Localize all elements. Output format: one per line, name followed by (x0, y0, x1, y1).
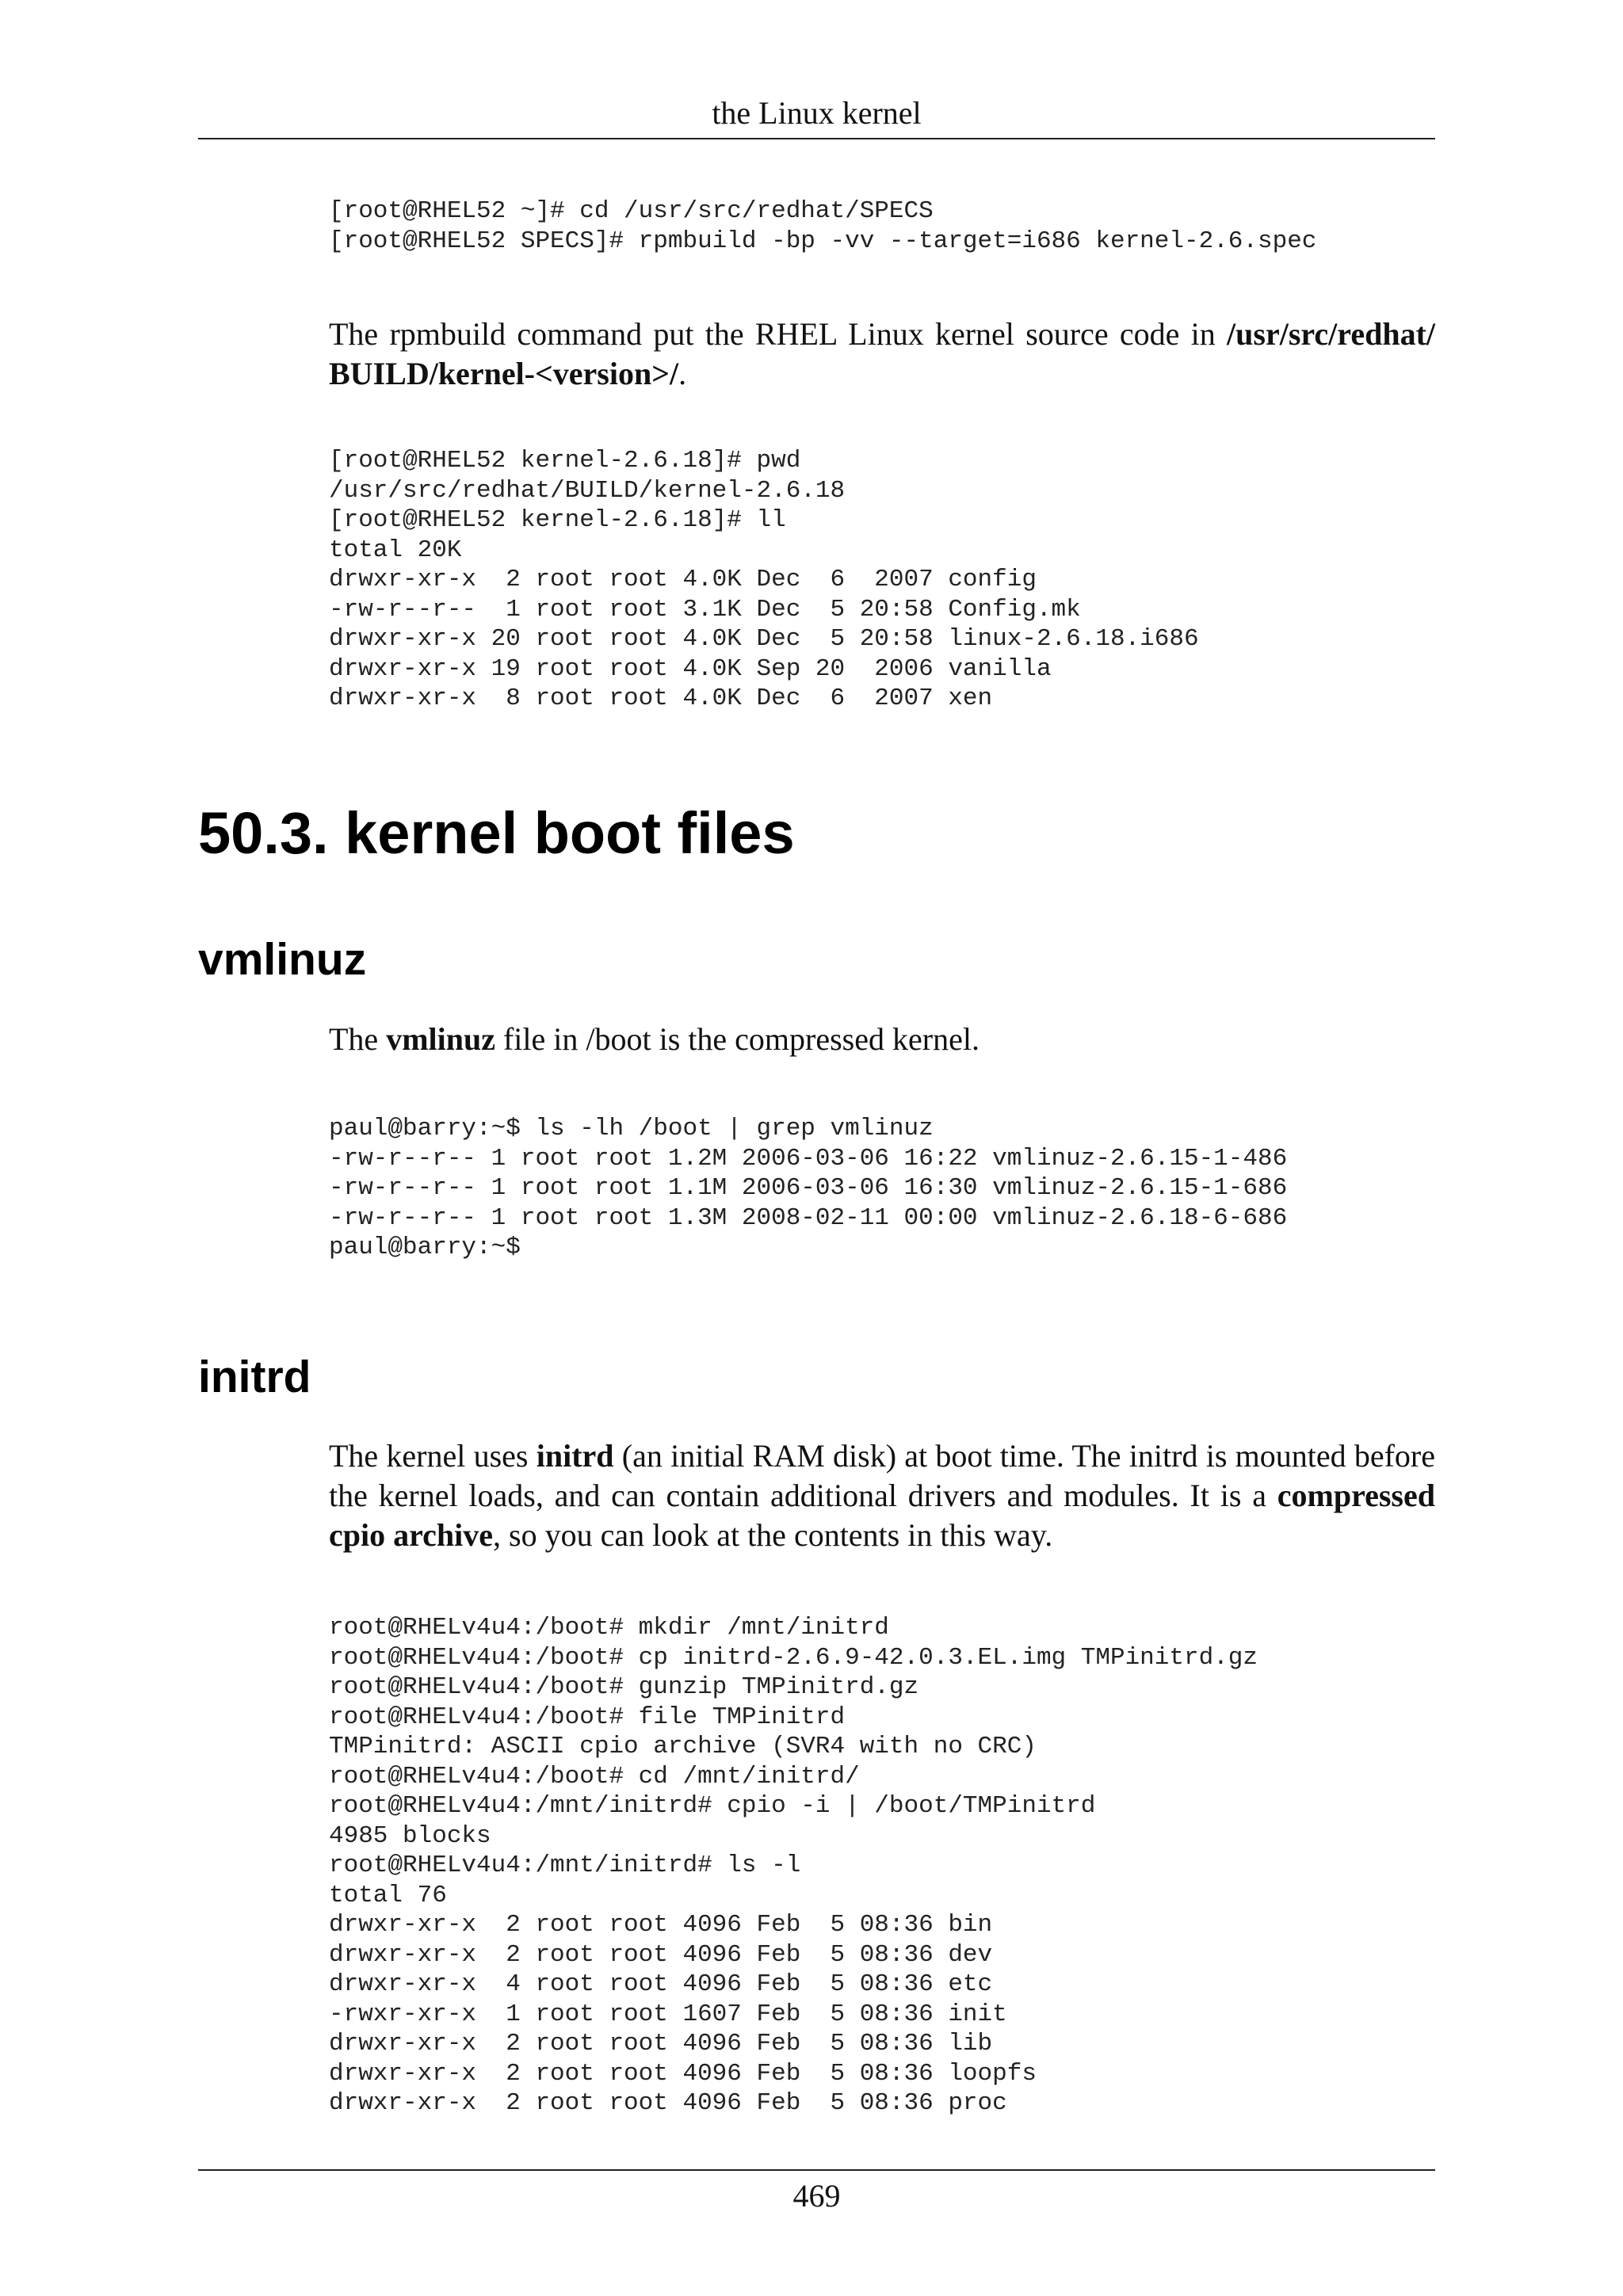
header-rule (198, 138, 1435, 139)
code-block-rpmbuild: [root@RHEL52 ~]# cd /usr/src/redhat/SPECS [root@RHEL52 SPECS]# rpmbuild -bp -vv --target=i686 kernel-2.6.spec (329, 197, 1317, 255)
subheading-initrd: initrd (198, 1352, 311, 1402)
footer-rule (198, 2169, 1435, 2171)
paragraph-text: The rpmbuild command put the RHEL Linux kernel source code in (329, 316, 1228, 352)
paragraph-bold-initrd: initrd (536, 1438, 614, 1474)
paragraph-bold-cpio: compressed cpio archive (329, 1478, 1435, 1553)
subheading-vmlinuz: vmlinuz (198, 934, 367, 985)
code-block-kernel-dir: [root@RHEL52 kernel-2.6.18]# pwd /usr/src/redhat/BUILD/kernel-2.6.18 [root@RHEL52 kernel-2.6.18]# ll total 20K drwxr-xr-x 2 root root 4.0K Dec 6 2007 config -rw-r--r-- 1 root root 3.1K Dec 5 20:58 Config.mk drwxr-xr-x 20 root root 4.0K Dec 5 20:58 linux-2.6.18.i686 drwxr-xr-x 19 root root 4.0K Sep 20 2006 vanilla drwxr-xr-x 8 root root 4.0K Dec 6 2007 xen (329, 447, 1199, 712)
section-heading: 50.3. kernel boot files (198, 800, 795, 866)
paragraph-path: /usr/src/redhat/ BUILD/kernel-<version>/ (329, 316, 1435, 391)
page-number: 469 (792, 2178, 841, 2214)
code-block-initrd: root@RHELv4u4:/boot# mkdir /mnt/initrd root@RHELv4u4:/boot# cp initrd-2.6.9-42.0.3.EL.img TMPinitrd.gz root@RHELv4u4:/boot# gunzip TMPinitrd.gz root@RHELv4u4:/boot# file TMPinitrd TMPinitrd: ASCII cpio archive (SVR4 with no CRC) root@RHELv4u4:/boot# cd /mnt/initrd/ root@RHELv4u4:/mnt/initrd# cpio -i | /boot/TMPinitrd 4985 blocks root@RHELv4u4:/mnt/initrd# ls -l total 76 drwxr-xr-x 2 root root 4096 Feb 5 08:36 bin drwxr-xr-x 2 root root 4096 Feb 5 08:36 dev drwxr-xr-x 4 root root 4096 Feb 5 08:36 etc -rwxr-xr-x 1 root root 1607 Feb 5 08:36 init drwxr-xr-x 2 root root 4096 Feb 5 08:36 lib drwxr-xr-x 2 root root 4096 Feb 5 08:36 loopfs drwxr-xr-x 2 root root 4096 Feb 5 08:36 proc (329, 1614, 1258, 2117)
paragraph-text: , so you can look at the contents in this way. (493, 1517, 1053, 1553)
paragraph-text: The kernel uses (329, 1438, 537, 1474)
code-block-vmlinuz: paul@barry:~$ ls -lh /boot | grep vmlinuz -rw-r--r-- 1 root root 1.2M 2006-03-06 16:22 vmlinuz-2.6.15-1-486 -rw-r--r-- 1 root root 1.1M 2006-03-06 16:30 vmlinuz-2.6.15-1-686 -rw-r--r-- 1 root root 1.3M 2008-02-11 00:00 vmlinuz-2.6.18-6-686 paul@barry:~$ (329, 1115, 1288, 1261)
paragraph-rpmbuild-source (329, 315, 1435, 394)
paragraph-text: file in /boot is the compressed kernel. (495, 1021, 980, 1057)
paragraph-text: (an initial RAM disk) at boot time. The initrd is mounted before the kernel loads, and can contain additional drivers and modules. It is a (329, 1438, 1435, 1513)
paragraph-text: The (329, 1021, 387, 1057)
paragraph-vmlinuz (329, 1020, 1435, 1059)
paragraph-bold-vmlinuz: vmlinuz (386, 1021, 495, 1057)
running-header: the Linux kernel (712, 95, 922, 131)
paragraph-initrd (329, 1436, 1435, 1555)
paragraph-text: . (678, 356, 687, 391)
